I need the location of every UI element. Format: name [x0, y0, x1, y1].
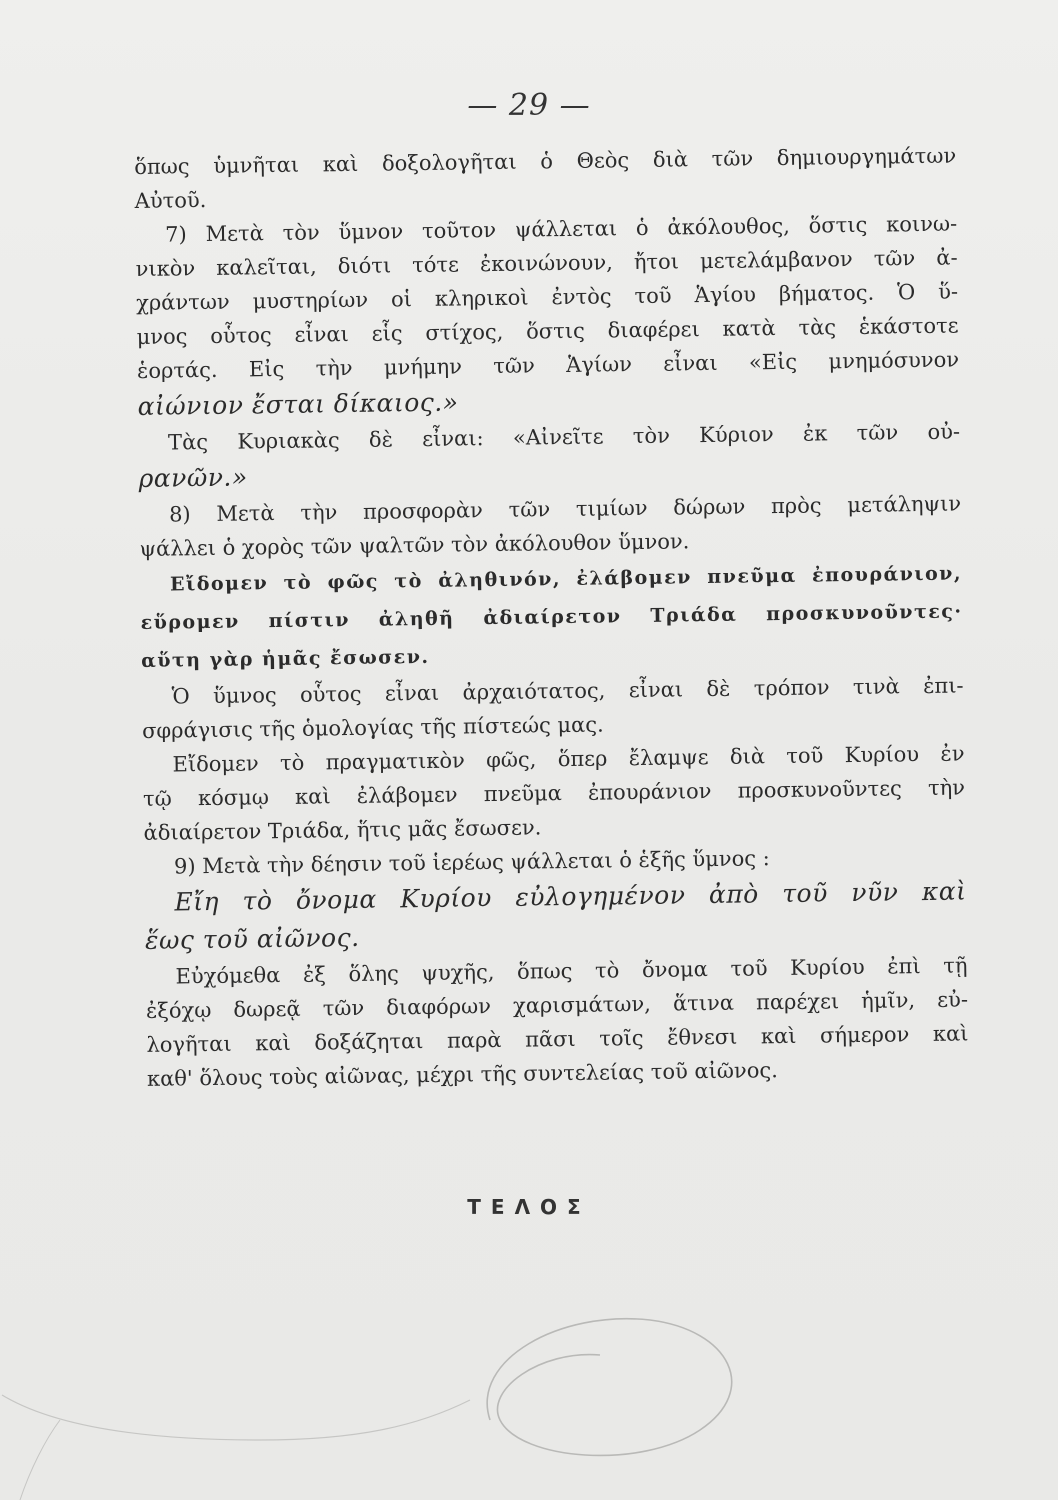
text-line: Ὁ ὕμνος οὗτος εἶναι ἀρχαιότατος, εἶναι δὲ τρόπον τινὰ ἐπι-	[171, 673, 964, 709]
text-line: αἰώνιον ἔσται δίκαιος.»	[137, 387, 459, 421]
text-line: χράντων μυστηρίων οἱ κληρικοὶ ἐντὸς τοῦ Ἁγίου βήματος. Ὁ ὕ-	[135, 279, 959, 315]
text-line: ὅπως ὑμνῆται καὶ δοξολογῆται ὁ Θεὸς διὰ τῶν δημιουργημάτων	[134, 143, 957, 179]
text-line: ἀδιαίρετον Τριάδα, ἥτις μᾶς ἔσωσεν.	[143, 815, 542, 845]
end-mark: ΤΕΛΟΣ	[467, 1195, 591, 1219]
text-line: Εἴδομεν τὸ πραγματικὸν φῶς, ὅπερ ἔλαμψε διὰ τοῦ Κυρίου ἐν	[172, 741, 965, 777]
page-number: — 29 —	[467, 88, 591, 123]
text-line: λογῆται καὶ δοξάζηται παρὰ πᾶσι τοῖς ἔθνεσι καὶ σήμερον καὶ	[146, 1021, 969, 1057]
text-line: μνος οὗτος εἶναι εἷς στίχος, ὅστις διαφέρει κατὰ τὰς ἑκάστοτε	[136, 313, 959, 349]
text-line: Εἴδομεν τὸ φῶς τὸ ἀληθινόν, ἐλάβομεν πνεῦμα ἐπουράνιον,	[169, 562, 963, 596]
text-line: ἑορτάς. Εἰς τὴν μνήμην τῶν Ἁγίων εἶναι «Εἰς μνημόσυνον	[136, 347, 960, 383]
text-line: ρανῶν.»	[138, 462, 248, 493]
text-line: Αὐτοῦ.	[134, 187, 207, 213]
text-line: 8) Μετὰ τὴν προσφορὰν τῶν τιμίων δώρων πρὸς μετάληψιν	[168, 491, 962, 527]
text-line: Τὰς Κυριακὰς δὲ εἶναι: «Αἰνεῖτε τὸν Κύριον ἐκ τῶν οὐ-	[167, 419, 961, 455]
text-line: σφράγισις τῆς ὁμολογίας τῆς πίστεώς μας.	[141, 712, 604, 743]
text-line: ἕως τοῦ αἰῶνος.	[144, 922, 360, 955]
text-line: τῷ κόσμῳ καὶ ἐλάβομεν πνεῦμα ἐπουράνιον προσκυνοῦντες τὴν	[142, 775, 966, 811]
text-line: Εἴη τὸ ὄνομα Κυρίου εὐλογημένον ἀπὸ τοῦ νῦν καὶ	[174, 876, 967, 917]
text-line: νικὸν καλεῖται, διότι τότε ἐκοινώνουν, ἤτοι μετελάμβανον τῶν ἀ-	[135, 245, 958, 281]
text-line: εὕρομεν πίστιν ἀληθῆ ἀδιαίρετον Τριάδα προσκυνοῦντες·	[140, 600, 963, 634]
text-line: ψάλλει ὁ χορὸς τῶν ψαλτῶν τὸν ἀκόλουθον ὕμνον.	[139, 529, 690, 561]
text-line: καθ' ὅλους τοὺς αἰῶνας, μέχρι τῆς συντελείας τοῦ αἰῶνος.	[146, 1058, 778, 1091]
text-line: ἐξόχῳ δωρεᾷ τῶν διαφόρων χαρισμάτων, ἅτινα παρέχει ἡμῖν, εὐ-	[145, 987, 969, 1023]
text-line: Εὐχόμεθα ἐξ ὅλης ψυχῆς, ὅπως τὸ ὄνομα τοῦ Κυρίου ἐπὶ τῇ	[175, 953, 968, 989]
text-line: αὕτη γὰρ ἡμᾶς ἔσωσεν.	[140, 645, 430, 672]
text-line: 7) Μετὰ τὸν ὕμνον τοῦτον ψάλλεται ὁ ἀκόλουθος, ὅστις κοινω-	[165, 211, 958, 247]
text-line: 9) Μετὰ τὴν δέησιν τοῦ ἱερέως ψάλλεται ὁ ἑξῆς ὕμνος :	[173, 846, 770, 879]
